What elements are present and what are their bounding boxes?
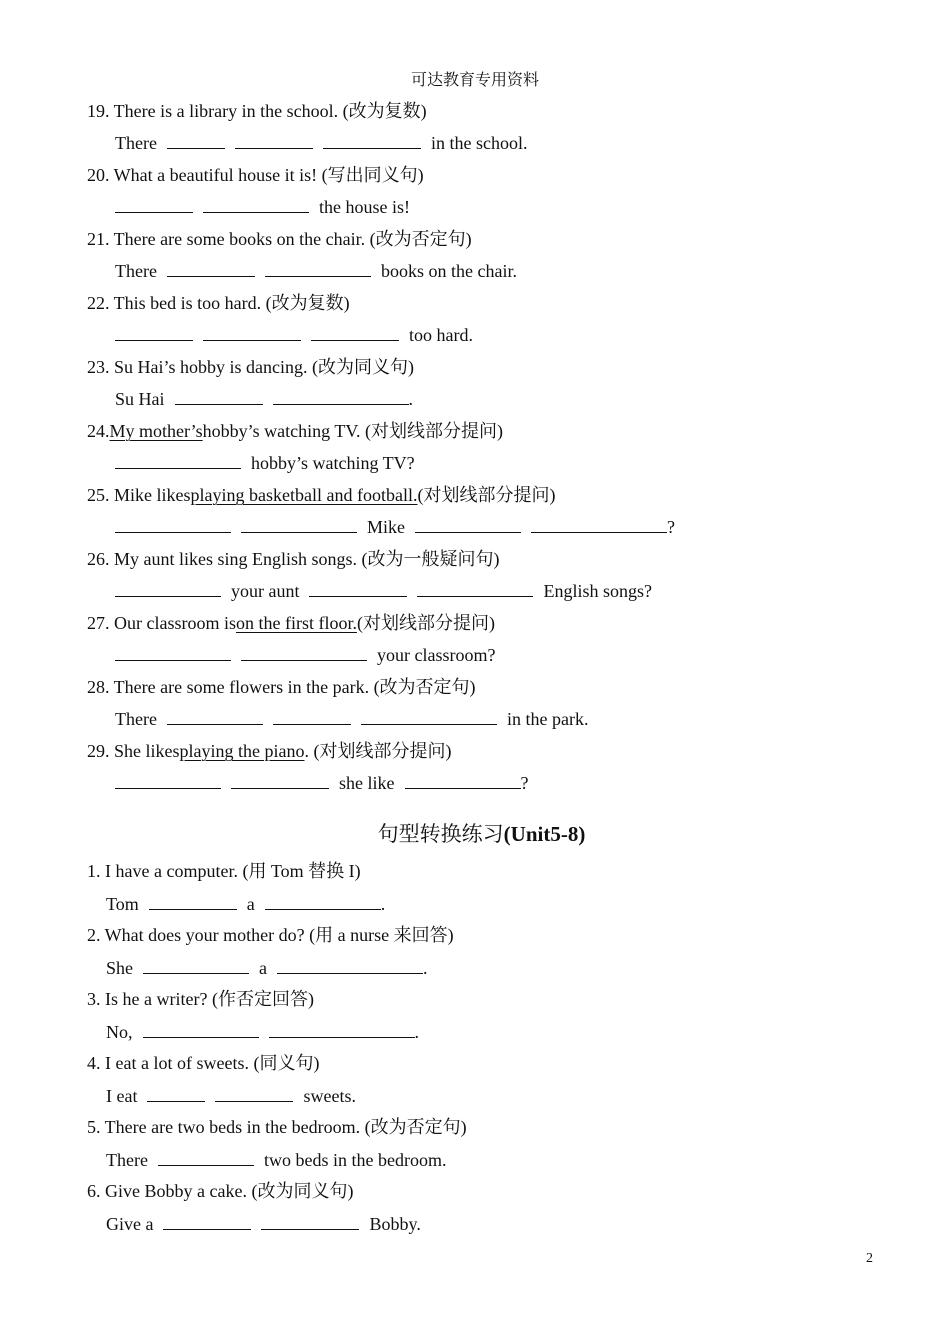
answer-blank[interactable] — [143, 959, 249, 974]
exercise-line — [115, 452, 415, 474]
line-text: . (对划线部分提问) — [304, 741, 452, 761]
answer-blank[interactable] — [115, 454, 241, 469]
line-text: she like — [339, 773, 395, 793]
answer-blank[interactable] — [203, 326, 301, 341]
exercise-line — [106, 893, 385, 915]
line-text: 3. Is he a writer? (作否定回答) — [87, 989, 314, 1009]
page-number: 2 — [866, 1251, 873, 1266]
answer-blank[interactable] — [273, 710, 351, 725]
exercise-line — [87, 420, 503, 442]
line-text: 22. This bed is too hard. (改为复数) — [87, 293, 350, 313]
answer-blank[interactable] — [115, 326, 193, 341]
answer-blank[interactable] — [241, 646, 367, 661]
answer-blank[interactable] — [309, 582, 407, 597]
line-text: 5. There are two beds in the bedroom. (改为否定句) — [87, 1117, 467, 1137]
line-text: 23. Su Hai’s hobby is dancing. (改为同义句) — [87, 357, 414, 377]
line-text: There — [115, 709, 157, 729]
answer-blank[interactable] — [167, 262, 255, 277]
line-text: books on the chair. — [380, 261, 517, 281]
answer-blank[interactable] — [415, 518, 521, 533]
answer-blank[interactable] — [361, 710, 497, 725]
answer-blank[interactable] — [115, 518, 231, 533]
answer-blank[interactable] — [417, 582, 533, 597]
answer-blank[interactable] — [167, 134, 225, 149]
exercise-line — [106, 1213, 421, 1235]
exercise-line — [115, 580, 652, 602]
answer-blank[interactable] — [235, 134, 313, 149]
line-text: 4. I eat a lot of sweets. (同义句) — [87, 1053, 320, 1073]
line-text: the house is! — [319, 197, 410, 217]
exercise-line — [87, 164, 424, 186]
exercise-line — [115, 772, 529, 794]
exercise-line — [106, 1149, 446, 1171]
line-text: Mike — [367, 517, 405, 537]
exercise-line — [87, 740, 451, 762]
line-text: There — [115, 133, 157, 153]
line-text: Bobby. — [369, 1214, 421, 1234]
answer-blank[interactable] — [115, 646, 231, 661]
line-text: 20. What a beautiful house it is! (写出同义句) — [87, 165, 424, 185]
answer-blank[interactable] — [115, 198, 193, 213]
exercise-line — [115, 196, 410, 218]
exercise-line — [115, 708, 588, 730]
line-text: your classroom? — [377, 645, 496, 665]
section-title-unit: (Unit5-8) — [503, 822, 586, 846]
line-text: . — [423, 958, 428, 978]
answer-blank[interactable] — [175, 390, 263, 405]
line-text: . — [408, 389, 413, 409]
line-text: in the school. — [430, 133, 528, 153]
exercise-line — [87, 676, 476, 698]
line-text: 29. She likes — [87, 741, 180, 761]
exercise-line — [87, 1116, 467, 1138]
line-text: No, — [106, 1022, 133, 1042]
line-text: hobby’s watching TV? — [251, 453, 415, 473]
exercise-line — [115, 260, 517, 282]
exercise-line — [87, 292, 350, 314]
underlined-phrase: playing basketball and football. — [190, 485, 418, 505]
answer-blank[interactable] — [405, 774, 521, 789]
answer-blank[interactable] — [277, 959, 423, 974]
line-text: I eat — [106, 1086, 138, 1106]
exercise-line — [87, 612, 495, 634]
line-text: 27. Our classroom is — [87, 613, 236, 633]
answer-blank[interactable] — [167, 710, 263, 725]
underlined-phrase: playing the piano — [179, 741, 305, 761]
line-text: English songs? — [543, 581, 652, 601]
answer-blank[interactable] — [203, 198, 309, 213]
exercise-line — [87, 484, 555, 506]
answer-blank[interactable] — [115, 582, 221, 597]
line-text: She — [106, 958, 133, 978]
line-text: two beds in the bedroom. — [263, 1150, 447, 1170]
line-text: (对划线部分提问) — [417, 485, 556, 505]
line-text: ? — [667, 517, 675, 537]
line-text: sweets. — [303, 1086, 356, 1106]
answer-blank[interactable] — [143, 1023, 259, 1038]
answer-blank[interactable] — [215, 1087, 293, 1102]
answer-blank[interactable] — [115, 774, 221, 789]
line-text: 24. — [87, 421, 110, 441]
exercise-line — [87, 356, 414, 378]
line-text: 28. There are some flowers in the park. (改为否定句) — [87, 677, 476, 697]
exercise-line — [115, 324, 473, 346]
line-text: hobby’s watching TV. (对划线部分提问) — [202, 421, 503, 441]
line-text: a — [246, 894, 255, 914]
underlined-phrase: on the first floor. — [235, 613, 357, 633]
exercise-line — [115, 132, 527, 154]
answer-blank[interactable] — [269, 1023, 415, 1038]
section-title — [0, 821, 950, 847]
line-text: 19. There is a library in the school. (改为复数) — [87, 101, 427, 121]
line-text: 25. Mike likes — [87, 485, 191, 505]
line-text: Tom — [106, 894, 139, 914]
answer-blank[interactable] — [265, 262, 371, 277]
section-title-cn: 句型转换练习 — [377, 822, 504, 846]
exercise-line — [115, 388, 413, 410]
exercise-line — [106, 1021, 419, 1043]
line-text: your aunt — [231, 581, 300, 601]
exercise-line — [87, 228, 472, 250]
answer-blank[interactable] — [323, 134, 421, 149]
answer-blank[interactable] — [241, 518, 357, 533]
line-text: 26. My aunt likes sing English songs. (改为一般疑问句) — [87, 549, 500, 569]
line-text: a — [259, 958, 267, 978]
line-text: 21. There are some books on the chair. (改为否定句) — [87, 229, 472, 249]
answer-blank[interactable] — [149, 895, 237, 910]
exercise-line — [115, 644, 495, 666]
answer-blank[interactable] — [231, 774, 329, 789]
underlined-phrase: My mother’s — [109, 421, 203, 441]
line-text: 6. Give Bobby a cake. (改为同义句) — [87, 1181, 354, 1201]
answer-blank[interactable] — [158, 1151, 254, 1166]
exercise-line — [106, 1085, 356, 1107]
line-text: . — [380, 894, 386, 914]
line-text: ? — [520, 773, 529, 793]
line-text: . — [414, 1022, 419, 1042]
exercise-line — [115, 516, 675, 538]
line-text: Give a — [106, 1214, 154, 1234]
answer-blank[interactable] — [273, 390, 409, 405]
line-text: in the park. — [506, 709, 589, 729]
exercise-line — [87, 860, 361, 882]
line-text: 2. What does your mother do? (用 a nurse 来回答) — [87, 925, 454, 945]
answer-blank[interactable] — [163, 1215, 251, 1230]
answer-blank[interactable] — [531, 518, 667, 533]
exercise-line — [106, 957, 428, 979]
answer-blank[interactable] — [147, 1087, 205, 1102]
answer-blank[interactable] — [265, 895, 381, 910]
exercise-line — [87, 548, 500, 570]
exercise-line — [87, 100, 427, 122]
exercise-line — [87, 1052, 319, 1074]
exercise-line — [87, 1180, 353, 1202]
exercise-line — [87, 924, 454, 946]
line-text: (对划线部分提问) — [356, 613, 495, 633]
line-text: too hard. — [409, 325, 473, 345]
line-text: There — [115, 261, 157, 281]
page-header: 可达教育专用资料 — [410, 72, 539, 89]
answer-blank[interactable] — [261, 1215, 359, 1230]
line-text: 1. I have a computer. (用 Tom 替换 I) — [87, 861, 361, 881]
answer-blank[interactable] — [311, 326, 399, 341]
line-text: There — [106, 1150, 148, 1170]
line-text: Su Hai — [115, 389, 165, 409]
exercise-line — [87, 988, 314, 1010]
